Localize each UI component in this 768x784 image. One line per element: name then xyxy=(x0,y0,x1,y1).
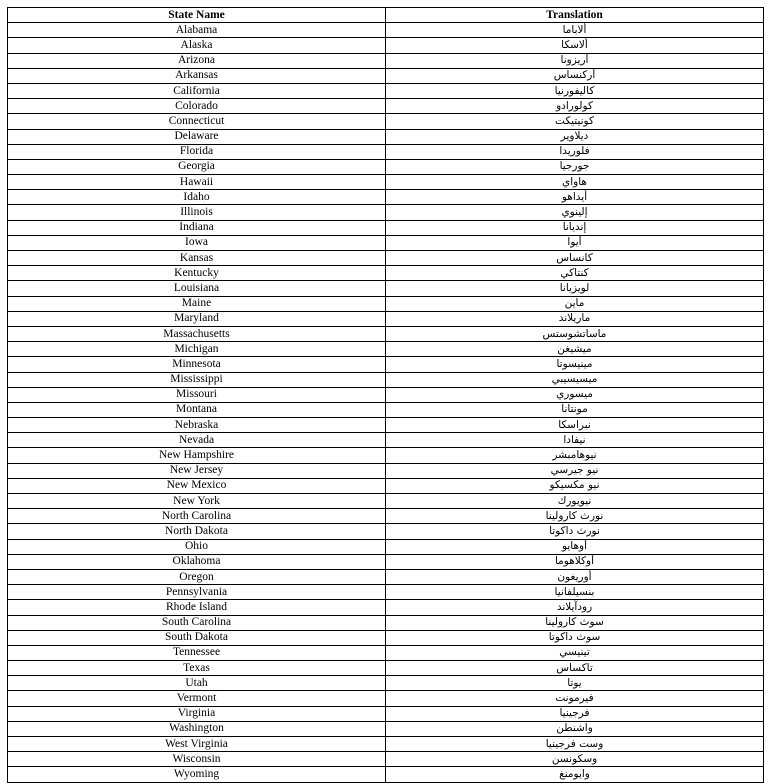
table-row xyxy=(8,296,764,311)
state-name-cell: Maine xyxy=(8,296,386,311)
state-name-cell: Colorado xyxy=(8,99,386,114)
column-header-state-name: State Name xyxy=(8,8,386,23)
translation-cell: كونيتيكت xyxy=(386,114,764,129)
state-name-cell: Arkansas xyxy=(8,68,386,83)
translation-cell: بنسيلفانيا xyxy=(386,585,764,600)
table-row xyxy=(8,175,764,190)
translation-cell: أريزونا xyxy=(386,53,764,68)
table-row xyxy=(8,691,764,706)
table-row xyxy=(8,524,764,539)
table-row xyxy=(8,721,764,736)
translation-cell: ماريلاند xyxy=(386,311,764,326)
table-row xyxy=(8,38,764,53)
table-row xyxy=(8,402,764,417)
translation-cell: وست فرجينيا xyxy=(386,737,764,752)
translation-cell: أوريغون xyxy=(386,569,764,584)
state-name-cell: California xyxy=(8,83,386,98)
translation-cell: واشنطن xyxy=(386,721,764,736)
translation-cell: إلينوي xyxy=(386,205,764,220)
state-name-cell: Washington xyxy=(8,721,386,736)
table-row xyxy=(8,615,764,630)
translation-cell: أيوا xyxy=(386,235,764,250)
state-name-cell: Louisiana xyxy=(8,281,386,296)
translation-cell: وايومنغ xyxy=(386,767,764,782)
table-row xyxy=(8,99,764,114)
translation-cell: نورث كارولينا xyxy=(386,509,764,524)
translation-cell: نيوهامبشر xyxy=(386,448,764,463)
table-row xyxy=(8,68,764,83)
state-name-cell: Florida xyxy=(8,144,386,159)
translation-cell: تينيسي xyxy=(386,645,764,660)
state-name-cell: Vermont xyxy=(8,691,386,706)
translation-cell: ألاباما xyxy=(386,23,764,38)
table-row xyxy=(8,463,764,478)
translation-cell: نيو مكسيكو xyxy=(386,478,764,493)
translation-cell: كانساس xyxy=(386,251,764,266)
column-header-translation: Translation xyxy=(386,8,764,23)
table-row xyxy=(8,251,764,266)
translation-cell: نيويورك xyxy=(386,494,764,509)
state-name-cell: Kentucky xyxy=(8,266,386,281)
table-row xyxy=(8,676,764,691)
table-row xyxy=(8,645,764,660)
state-name-cell: New Hampshire xyxy=(8,448,386,463)
table-row xyxy=(8,509,764,524)
translation-cell: ماساتشوستس xyxy=(386,326,764,341)
state-name-cell: Ohio xyxy=(8,539,386,554)
state-name-cell: Idaho xyxy=(8,190,386,205)
state-name-cell: Wisconsin xyxy=(8,752,386,767)
state-name-cell: Mississippi xyxy=(8,372,386,387)
translation-cell: لويزيانا xyxy=(386,281,764,296)
table-row xyxy=(8,478,764,493)
translation-cell: نبراسكا xyxy=(386,418,764,433)
table-row xyxy=(8,342,764,357)
state-name-cell: West Virginia xyxy=(8,737,386,752)
translation-cell: رودآيلاند xyxy=(386,600,764,615)
table-row xyxy=(8,114,764,129)
state-name-cell: New Mexico xyxy=(8,478,386,493)
translation-cell: أركنساس xyxy=(386,68,764,83)
state-name-cell: Pennsylvania xyxy=(8,585,386,600)
translation-cell: كاليفورنيا xyxy=(386,83,764,98)
state-name-cell: Minnesota xyxy=(8,357,386,372)
table-row xyxy=(8,83,764,98)
table-row xyxy=(8,600,764,615)
table-row xyxy=(8,235,764,250)
state-name-cell: New York xyxy=(8,494,386,509)
state-name-cell: South Dakota xyxy=(8,630,386,645)
table-row xyxy=(8,569,764,584)
state-name-cell: Wyoming xyxy=(8,767,386,782)
translation-cell: كولورادو xyxy=(386,99,764,114)
table-row xyxy=(8,144,764,159)
table-row xyxy=(8,767,764,782)
state-name-cell: Michigan xyxy=(8,342,386,357)
translation-cell: أوهايو xyxy=(386,539,764,554)
translation-cell: ميسيسيبي xyxy=(386,372,764,387)
state-name-cell: Georgia xyxy=(8,159,386,174)
state-name-cell: North Dakota xyxy=(8,524,386,539)
state-name-cell: Tennessee xyxy=(8,645,386,660)
state-name-cell: Massachusetts xyxy=(8,326,386,341)
state-name-cell: Utah xyxy=(8,676,386,691)
table-row xyxy=(8,311,764,326)
state-name-cell: Missouri xyxy=(8,387,386,402)
translation-cell: نيفادا xyxy=(386,433,764,448)
table-row xyxy=(8,387,764,402)
translation-cell: سوث داكوتا xyxy=(386,630,764,645)
table-body xyxy=(8,23,764,782)
translation-cell: مونتانا xyxy=(386,402,764,417)
state-name-cell: Indiana xyxy=(8,220,386,235)
translation-cell: سوث كارولينا xyxy=(386,615,764,630)
state-name-cell: New Jersey xyxy=(8,463,386,478)
table-header-row xyxy=(8,8,764,23)
translation-cell: كنتاكي xyxy=(386,266,764,281)
table-row xyxy=(8,281,764,296)
states-translation-table xyxy=(7,7,764,783)
state-name-cell: South Carolina xyxy=(8,615,386,630)
translation-cell: ماين xyxy=(386,296,764,311)
translation-cell: فيرمونت xyxy=(386,691,764,706)
state-name-cell: Iowa xyxy=(8,235,386,250)
state-name-cell: Texas xyxy=(8,661,386,676)
table-row xyxy=(8,53,764,68)
state-name-cell: Hawaii xyxy=(8,175,386,190)
translation-cell: تاكساس xyxy=(386,661,764,676)
table-row xyxy=(8,266,764,281)
table-row xyxy=(8,630,764,645)
table-row xyxy=(8,554,764,569)
state-name-cell: North Carolina xyxy=(8,509,386,524)
translation-cell: نورث داكوتا xyxy=(386,524,764,539)
state-name-cell: Rhode Island xyxy=(8,600,386,615)
table-row xyxy=(8,418,764,433)
table-row xyxy=(8,357,764,372)
table-row xyxy=(8,205,764,220)
document-page xyxy=(7,7,763,783)
state-name-cell: Nebraska xyxy=(8,418,386,433)
table-row xyxy=(8,706,764,721)
translation-cell: أوكلاهوما xyxy=(386,554,764,569)
state-name-cell: Virginia xyxy=(8,706,386,721)
table-row xyxy=(8,372,764,387)
state-name-cell: Arizona xyxy=(8,53,386,68)
table-row xyxy=(8,539,764,554)
translation-cell: يوتا xyxy=(386,676,764,691)
table-row xyxy=(8,190,764,205)
table-row xyxy=(8,129,764,144)
translation-cell: فلوريدا xyxy=(386,144,764,159)
table-row xyxy=(8,326,764,341)
state-name-cell: Alaska xyxy=(8,38,386,53)
state-name-cell: Delaware xyxy=(8,129,386,144)
translation-cell: هاواي xyxy=(386,175,764,190)
table-row xyxy=(8,661,764,676)
table-row xyxy=(8,494,764,509)
state-name-cell: Connecticut xyxy=(8,114,386,129)
table-row xyxy=(8,752,764,767)
table-row xyxy=(8,23,764,38)
translation-cell: أيداهو xyxy=(386,190,764,205)
translation-cell: فرجينيا xyxy=(386,706,764,721)
translation-cell: ديلاوير xyxy=(386,129,764,144)
state-name-cell: Alabama xyxy=(8,23,386,38)
table-row xyxy=(8,737,764,752)
state-name-cell: Maryland xyxy=(8,311,386,326)
translation-cell: مينيسوتا xyxy=(386,357,764,372)
state-name-cell: Oklahoma xyxy=(8,554,386,569)
translation-cell: جورجيا xyxy=(386,159,764,174)
table-row xyxy=(8,433,764,448)
table-row xyxy=(8,220,764,235)
translation-cell: نيو جيرسي xyxy=(386,463,764,478)
state-name-cell: Montana xyxy=(8,402,386,417)
translation-cell: ألاسكا xyxy=(386,38,764,53)
state-name-cell: Kansas xyxy=(8,251,386,266)
state-name-cell: Oregon xyxy=(8,569,386,584)
state-name-cell: Nevada xyxy=(8,433,386,448)
translation-cell: ميشيغن xyxy=(386,342,764,357)
translation-cell: وسكونسن xyxy=(386,752,764,767)
translation-cell: ميسوري xyxy=(386,387,764,402)
table-row xyxy=(8,448,764,463)
table-row xyxy=(8,159,764,174)
translation-cell: إنديانا xyxy=(386,220,764,235)
table-row xyxy=(8,585,764,600)
state-name-cell: Illinois xyxy=(8,205,386,220)
